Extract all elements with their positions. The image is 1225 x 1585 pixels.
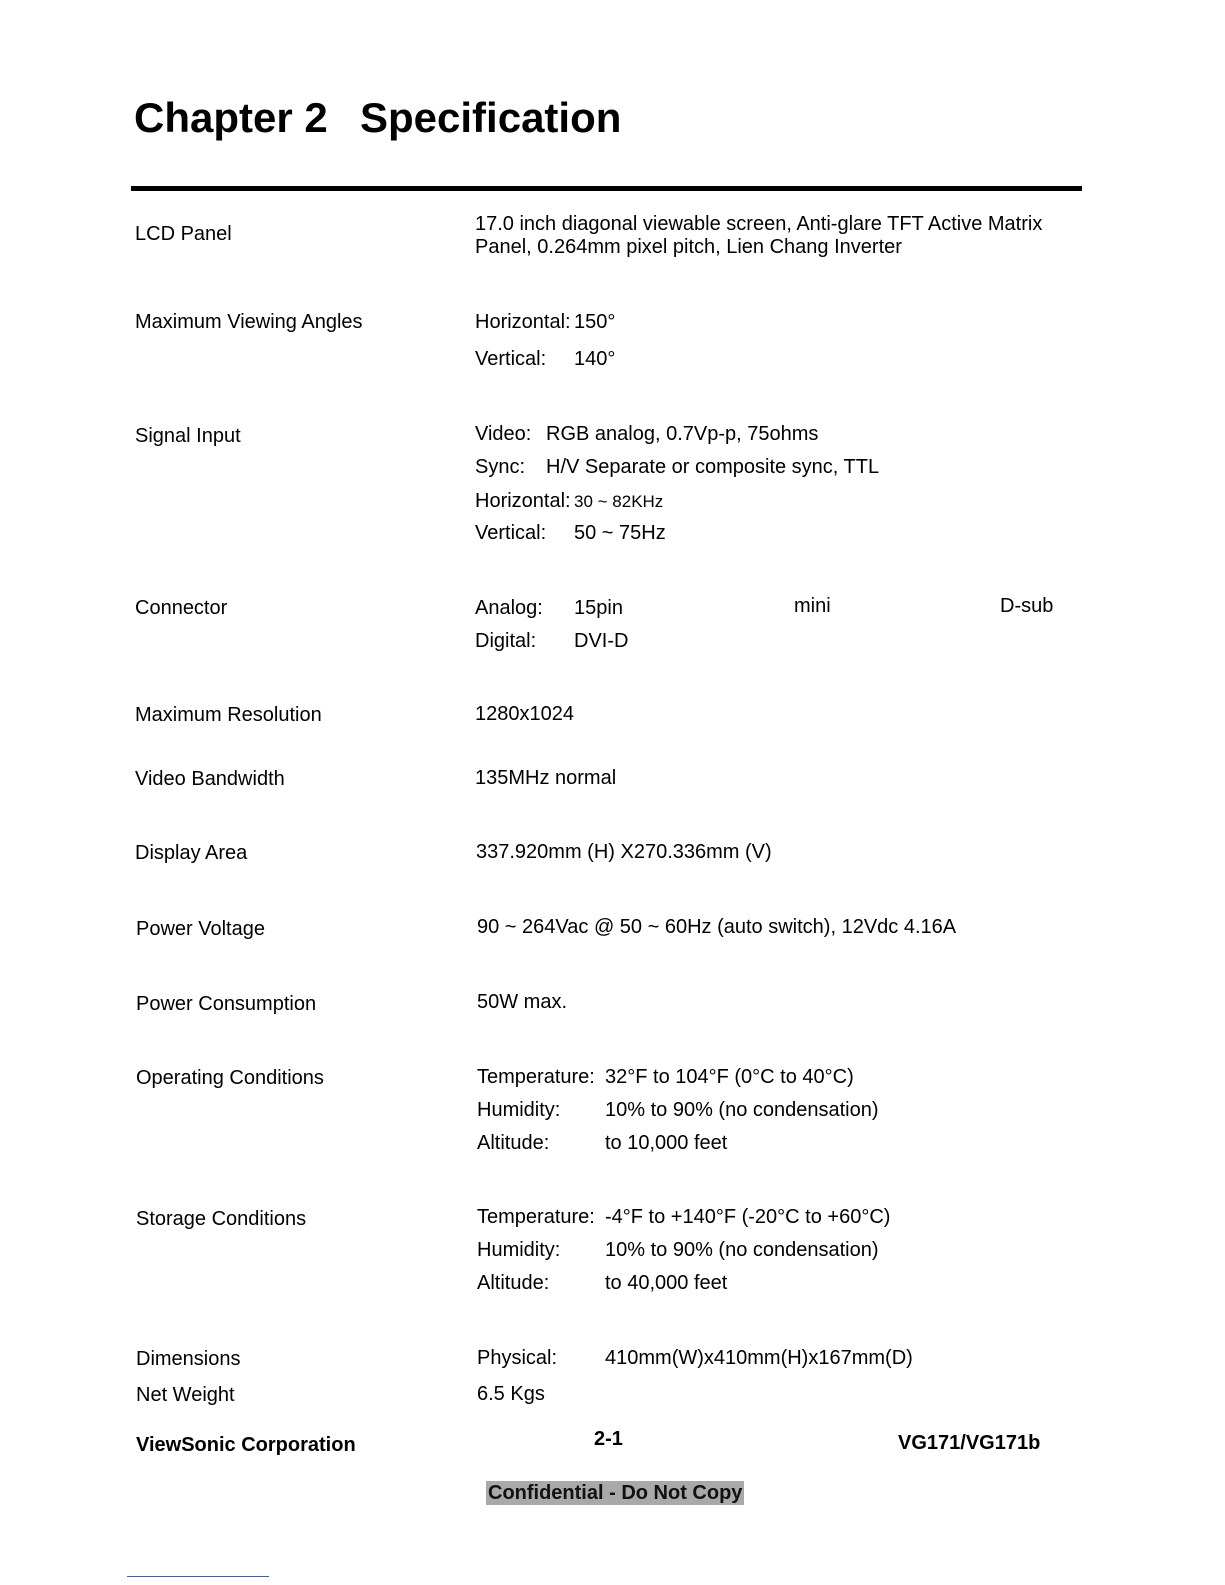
spec-key-sync: Sync: (475, 456, 526, 478)
spec-value-signal-horizontal: 30 ~ 82KHz (574, 492, 664, 511)
spec-value-physical: 410mm(W)x410mm(H)x167mm(D) (605, 1347, 913, 1369)
header-rule (131, 186, 1082, 191)
spec-key-video: Video: (475, 423, 532, 445)
spec-value-signal-vertical: 50 ~ 75Hz (574, 522, 666, 544)
spec-label-lcd-panel: LCD Panel (135, 223, 232, 245)
spec-value-operating-altitude: to 10,000 feet (605, 1132, 728, 1154)
spec-key-operating-altitude: Altitude: (477, 1132, 550, 1154)
spec-key-physical: Physical: (477, 1347, 558, 1369)
spec-key-storage-humidity: Humidity: (477, 1239, 561, 1261)
spec-label-storage-conditions: Storage Conditions (136, 1208, 307, 1230)
spec-key-operating-humidity: Humidity: (477, 1099, 561, 1121)
spec-value-horizontal-angle: 150° (574, 311, 616, 333)
spec-label-connector: Connector (135, 597, 228, 619)
spec-label-power-voltage: Power Voltage (136, 918, 265, 940)
spec-value-video: RGB analog, 0.7Vp-p, 75ohms (546, 423, 819, 445)
footer-model: VG171/VG171b (898, 1432, 1041, 1454)
spec-label-power-consumption: Power Consumption (136, 993, 317, 1015)
spec-key-analog: Analog: (475, 597, 543, 619)
spec-value-video-bandwidth: 135MHz normal (475, 767, 617, 789)
spec-value-max-resolution: 1280x1024 (475, 703, 574, 725)
spec-value-analog-pins: 15pin (574, 597, 623, 619)
spec-label-viewing-angles: Maximum Viewing Angles (135, 311, 363, 333)
spec-value-analog-dsub: D-sub (1000, 595, 1054, 617)
spec-value-operating-humidity: 10% to 90% (no condensation) (605, 1099, 879, 1121)
spec-key-signal-horizontal: Horizontal: (475, 490, 571, 512)
bottom-divider (127, 1576, 269, 1577)
spec-value-digital: DVI-D (574, 630, 629, 652)
spec-value-storage-temperature: -4°F to +140°F (-20°C to +60°C) (605, 1206, 891, 1228)
spec-key-operating-temperature: Temperature: (477, 1066, 595, 1088)
footer-company: ViewSonic Corporation (136, 1434, 356, 1456)
spec-value-storage-altitude: to 40,000 feet (605, 1272, 728, 1294)
spec-value-lcd-panel-line2: Panel, 0.264mm pixel pitch, Lien Chang Inverter (475, 236, 902, 258)
spec-label-dimensions: Dimensions (136, 1348, 241, 1370)
spec-value-storage-humidity: 10% to 90% (no condensation) (605, 1239, 879, 1261)
spec-label-operating-conditions: Operating Conditions (136, 1067, 324, 1089)
spec-label-net-weight: Net Weight (136, 1384, 235, 1406)
page-title: Specification (360, 94, 622, 141)
spec-key-digital: Digital: (475, 630, 537, 652)
spec-key-storage-altitude: Altitude: (477, 1272, 550, 1294)
spec-key-signal-vertical: Vertical: (475, 522, 547, 544)
spec-value-power-voltage: 90 ~ 264Vac @ 50 ~ 60Hz (auto switch), 12Vdc 4.16A (477, 916, 957, 938)
chapter-number: Chapter 2 (134, 94, 328, 141)
spec-key-storage-temperature: Temperature: (477, 1206, 595, 1228)
spec-value-vertical-angle: 140° (574, 348, 616, 370)
spec-label-video-bandwidth: Video Bandwidth (135, 768, 285, 790)
spec-label-display-area: Display Area (135, 842, 248, 864)
spec-value-power-consumption: 50W max. (477, 991, 568, 1013)
spec-label-max-resolution: Maximum Resolution (135, 704, 322, 726)
confidential-banner: Confidential - Do Not Copy (488, 1482, 743, 1504)
spec-value-display-area: 337.920mm (H) X270.336mm (V) (476, 841, 772, 863)
spec-key-horizontal: Horizontal: (475, 311, 571, 333)
spec-value-lcd-panel-line1: 17.0 inch diagonal viewable screen, Anti-glare TFT Active Matrix (475, 213, 1043, 235)
spec-value-operating-temperature: 32°F to 104°F (0°C to 40°C) (605, 1066, 854, 1088)
spec-value-net-weight: 6.5 Kgs (477, 1383, 545, 1405)
footer-page-number: 2-1 (594, 1428, 623, 1450)
spec-key-vertical: Vertical: (475, 348, 547, 370)
spec-value-sync: H/V Separate or composite sync, TTL (546, 456, 880, 478)
spec-value-analog-mini: mini (794, 595, 831, 617)
spec-label-signal-input: Signal Input (135, 425, 241, 447)
